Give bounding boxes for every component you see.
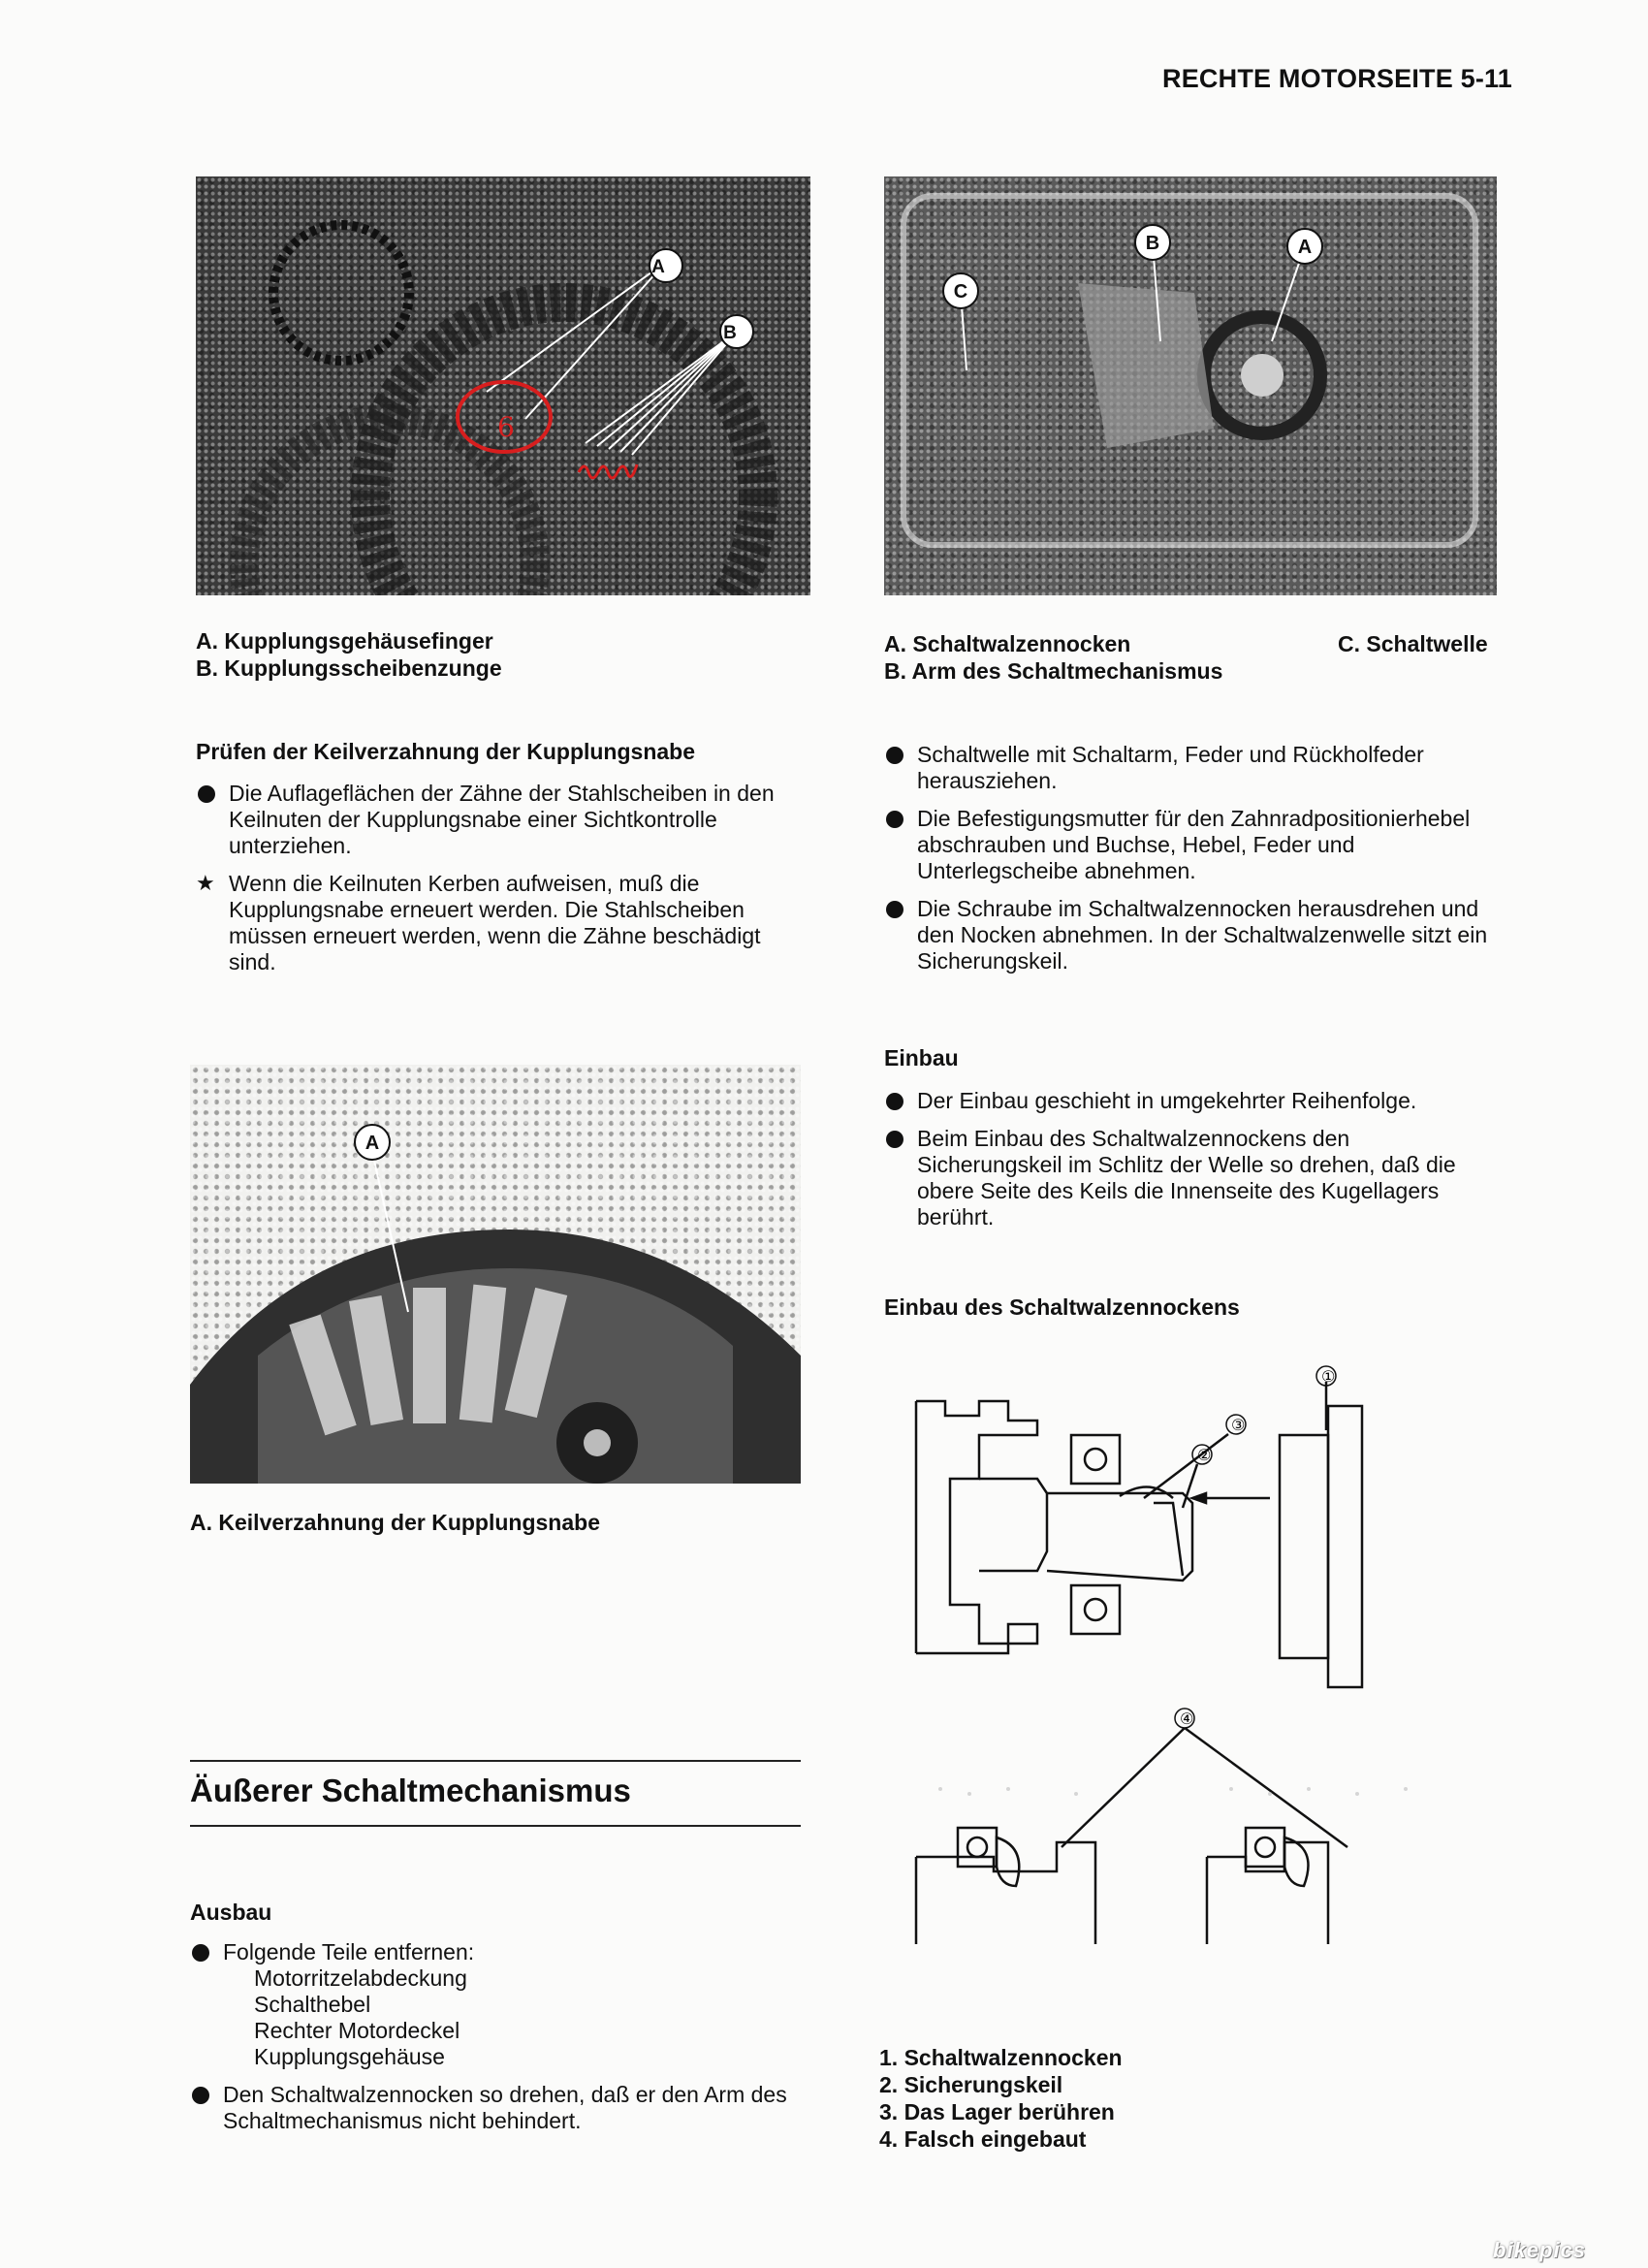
photo-shift-overlay [884,176,1497,595]
bullet-dot [886,747,903,764]
section-rule-bottom [190,1825,801,1827]
removal-step [884,896,1501,974]
red-handwritten-number: 6 [497,411,515,443]
section-rule-top [190,1760,801,1762]
diagram-legend [879,2044,1123,2153]
photo2-label-a: A [1297,237,1313,258]
pruefen-bullet-text: Die Auflageflächen der Zähne der Stahlscheiben in den Keilnuten der Kupplungsnabe einer Sichtkontrolle unterziehen. [229,781,775,858]
red-handwritten-scribble [579,464,637,478]
bullet-dot [198,785,215,803]
caption-keilverzahnung: A. Keilverzahnung der Kupplungsnabe [190,1510,600,1535]
pruefen-star-note [196,871,808,975]
einbau-step-text: Der Einbau geschieht in umgekehrter Reihenfolge. [917,1088,1417,1113]
caption-schaltwalzennocken: A. Schaltwalzennocken [884,631,1131,656]
diagram-marker-2: ② [1197,1446,1212,1464]
heading-pruefen-keilverzahnung: Prüfen der Keilverzahnung der Kupplungsnabe [196,739,696,764]
photo1-label-a: A [651,257,665,277]
ausbau-intro: Folgende Teile entfernen: [223,1939,475,1965]
photo1-label-b: B [723,323,737,343]
parts-list [223,1965,807,2070]
star-icon: ★ [196,871,215,895]
pruefen-bullet [196,781,808,859]
removal-step [884,742,1501,794]
einbau-steps [884,1088,1501,1242]
photo3-label-a: A [364,1133,380,1154]
diagram-marker-1: ① [1321,1367,1336,1386]
ausbau-steps [190,1939,807,2146]
photo-splines-overlay [190,1065,801,1484]
legend-item: 1. Schaltwalzennocken [879,2045,1123,2070]
removal-step-text: Schaltwelle mit Schaltarm, Feder und Rückholfeder herausziehen. [917,742,1424,793]
photo-clutch-hub-splines [190,1065,801,1484]
section-title-aeusserer-schaltmechanismus: Äußerer Schaltmechanismus [190,1773,631,1808]
heading-einbau: Einbau [884,1045,959,1070]
bullet-dot [192,2087,209,2104]
legend-item: 2. Sicherungskeil [879,2072,1063,2097]
part-item: Rechter Motordeckel [254,2018,460,2043]
einbau-step [884,1088,1501,1114]
pruefen-star-text: Wenn die Keilnuten Kerben aufweisen, muß die Kupplungsnabe erneuert werden. Die Stahlscheiben müssen erneuert werden, wenn die Zähne beschädigt sind. [229,871,761,974]
heading-ausbau: Ausbau [190,1900,272,1925]
heading-einbau-schaltwalzennocken: Einbau des Schaltwalzennockens [884,1294,1240,1320]
photo-clutch-housing [196,176,810,595]
diagram-drawing [902,1362,1464,1964]
page-header-title: RECHTE MOTORSEITE 5-11 [1162,64,1512,93]
ausbau-step-remove-parts [190,1939,807,2070]
pruefen-text-block [196,781,808,987]
photo2-captions-left [884,630,1222,685]
bullet-dot [886,811,903,828]
removal-step-text: Die Schraube im Schaltwalzennocken herausdrehen und den Nocken abnehmen. In der Schaltwalzenwelle sitzt ein Sicherungskeil. [917,896,1488,974]
removal-step [884,806,1501,884]
part-item: Schalthebel [254,1992,371,2017]
bullet-dot [886,901,903,918]
photo1-captions [196,627,502,682]
ausbau-step-text: Den Schaltwalzennocken so drehen, daß er den Arm des Schaltmechanismus nicht behindert. [223,2082,787,2133]
caption-kupplungsgehaeusefinger: A. Kupplungsgehäusefinger [196,628,493,654]
photo2-label-b: B [1145,233,1160,254]
legend-item: 3. Das Lager berühren [879,2099,1115,2124]
part-item: Motorritzelabdeckung [254,1965,467,1991]
legend-item: 4. Falsch eingebaut [879,2126,1087,2152]
bullet-dot [192,1944,209,1962]
caption-kupplungsscheibenzunge: B. Kupplungsscheibenzunge [196,655,502,681]
part-item: Kupplungsgehäuse [254,2044,445,2069]
photo-shift-mechanism [884,176,1497,595]
einbau-step-text: Beim Einbau des Schaltwalzennockens den Sicherungskeil im Schlitz der Welle so drehen, daß die obere Seite des Keils die Innenseite des Kugellagers berührt. [917,1126,1456,1230]
removal-step-text: Die Befestigungsmutter für den Zahnradpositionierhebel abschrauben und Buchse, Hebel, Feder und Unterlegscheibe abnehmen. [917,806,1471,883]
diagram-marker-3: ③ [1231,1416,1246,1434]
caption-arm-schaltmechanismus: B. Arm des Schaltmechanismus [884,658,1223,684]
shift-removal-steps [884,742,1501,986]
bullet-dot [886,1131,903,1148]
photo2-label-c: C [953,281,968,303]
diagram-marker-4: ④ [1180,1709,1194,1728]
bullet-dot [886,1093,903,1110]
bikepics-watermark: bikepics [1493,2238,1587,2262]
einbau-step [884,1126,1501,1230]
ausbau-step-rotate-cam [190,2082,807,2134]
diagram-schaltwalzennocken [902,1362,1464,1964]
caption-schaltwelle: C. Schaltwelle [1338,631,1488,656]
photo-clutch-overlay [196,176,810,595]
